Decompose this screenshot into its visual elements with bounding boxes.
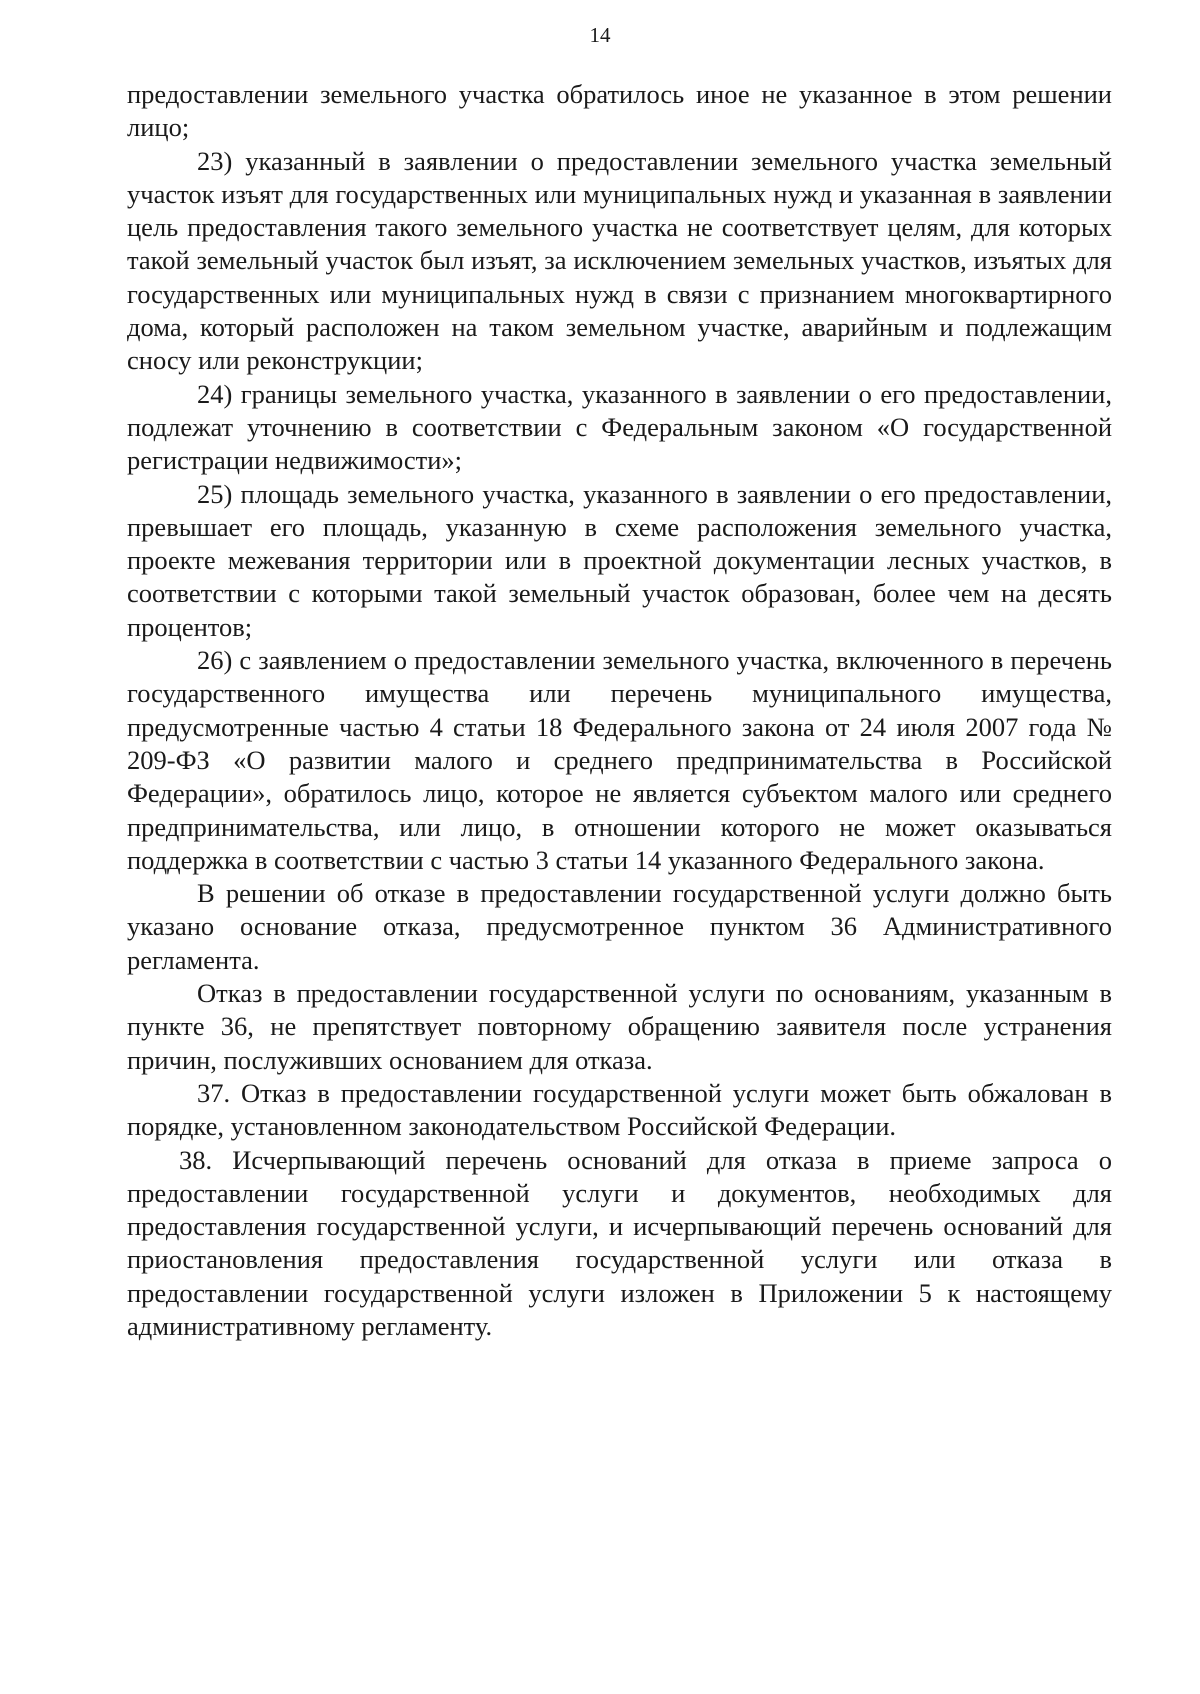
paragraph-section-37: 37. Отказ в предоставлении государственной услуги может быть обжалован в порядке, установленном законодательством Российской Федерации. (127, 1077, 1112, 1142)
page-number: 14 (589, 23, 611, 47)
paragraph-item-26: 26) с заявлением о предоставлении земельного участка, включенного в перечень государственного имущества или перечень муниципального имущества, предусмотренные частью 4 статьи 18 Федерального закона от 24 июля 2007 года № 209-ФЗ «О развитии малого и среднего предпринимательства в Российской Федерации», обратилось лицо, которое не является субъектом малого или среднего предпринимательства, или лицо, в отношении которого не может оказываться поддержка в соответствии с частью 3 статьи 14 указанного Федерального закона. (127, 645, 1112, 875)
paragraph-refusal-repeat: Отказ в предоставлении государственной услуги по основаниям, указанным в пункте 36, не препятствует повторному обращению заявителя после устранения причин, послуживших основанием для отказа. (127, 978, 1112, 1075)
paragraph-refusal-decision: В решении об отказе в предоставлении государственной услуги должно быть указано основание отказа, предусмотренное пунктом 36 Административного регламента. (127, 878, 1112, 975)
paragraph-continuation: предоставлении земельного участка обратилось иное не указанное в этом решении лицо; (127, 79, 1112, 143)
paragraph-section-38: 38. Исчерпывающий перечень оснований для отказа в приеме запроса о предоставлении государственной услуги и документов, необходимых для предоставления государственной услуги, и исчерпывающий перечень оснований для приостановления предоставления государственной услуги или отказа в предоставлении государственной услуги изложен в Приложении 5 к настоящему административному регламенту. (127, 1144, 1112, 1341)
paragraph-item-25: 25) площадь земельного участка, указанного в заявлении о его предоставлении, превышает его площадь, указанную в схеме расположения земельного участка, проекте межевания территории или в проектной документации лесных участков, в соответствии с которыми такой земельный участок образован, более чем на десять процентов; (127, 478, 1112, 642)
paragraph-item-23: 23) указанный в заявлении о предоставлении земельного участка земельный участок изъят для государственных или муниципальных нужд и указанная в заявлении цель предоставления такого земельного участка не соответствует целям, для которых такой земельный участок был изъят, за исключением земельных участков, изъятых для государственных или муниципальных нужд в связи с признанием многоквартирного дома, который расположен на таком земельном участке, аварийным и подлежащим сносу или реконструкции; (127, 145, 1112, 376)
paragraph-item-24: 24) границы земельного участка, указанного в заявлении о его предоставлении, подлежат уточнению в соответствии с Федеральным законом «О государственной регистрации недвижимости»; (127, 378, 1112, 476)
document-body (127, 78, 1112, 1343)
